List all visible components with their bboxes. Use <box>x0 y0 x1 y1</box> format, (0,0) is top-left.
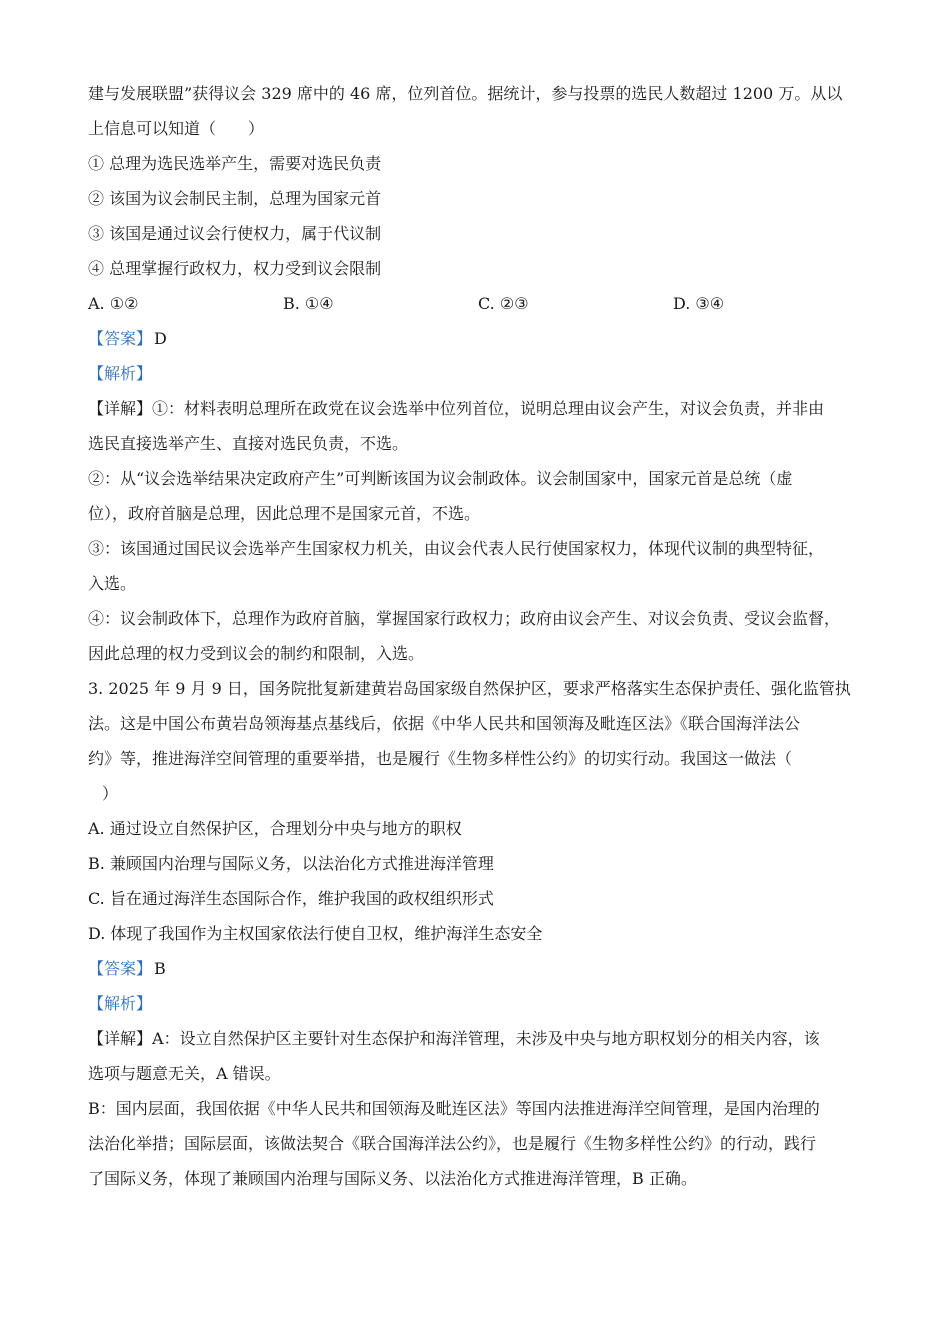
q2-analysis-label: 【解析】 <box>88 364 153 383</box>
q2-option-b: B. ①④ <box>283 294 334 313</box>
document-page <box>88 76 868 1196</box>
q2-item-4: ④ 总理掌握行政权力，权力受到议会限制 <box>88 259 382 278</box>
q3-analysis <box>88 986 868 1021</box>
q3-analysis-label: 【解析】 <box>88 994 153 1013</box>
q3-option-a: A. 通过设立自然保护区，合理划分中央与地方的职权 <box>88 819 462 838</box>
q3-detail-line-4: 法治化举措；国际层面，该做法契合《联合国海洋法公约》，也是履行《生物多样性公约》的行动，践行 <box>88 1134 817 1153</box>
q2-detail-line-4: 位），政府首脑是总理，因此总理不是国家元首，不选。 <box>88 504 481 523</box>
q2-answer-label: 【答案】 <box>88 329 153 348</box>
q3-stem-line-2: 法。这是中国公布黄岩岛领海基点基线后，依据《中华人民共和国领海及毗连区法》《联合国海洋法公 <box>88 714 801 733</box>
q3-option-c: C. 旨在通过海洋生态国际合作，维护我国的政权组织形式 <box>88 889 494 908</box>
q3-detail-text-1: A：设立自然保护区主要针对生态保护和海洋管理，未涉及中央与地方职权划分的相关内容，该 <box>152 1029 820 1048</box>
q3-detail-line-2: 选项与题意无关，A 错误。 <box>88 1064 281 1083</box>
q2-detail-line-2: 选民直接选举产生、直接对选民负责，不选。 <box>88 434 409 453</box>
q2-detail-line-3: ②：从“议会选举结果决定政府产生”可判断该国为议会制政体。议会制国家中，国家元首是总统（虚 <box>88 469 793 488</box>
q3-detail-label: 【详解】 <box>88 1029 153 1048</box>
q2-option-d: D. ③④ <box>673 294 725 313</box>
q2-item-2: ② 该国为议会制民主制，总理为国家元首 <box>88 189 382 208</box>
q3-detail-line-5: 了国际义务，体现了兼顾国内治理与国际义务、以法治化方式推进海洋管理，B 正确。 <box>88 1169 697 1188</box>
q2-option-a: A. ①② <box>88 294 139 313</box>
q3-stem-line-4: ） <box>102 784 119 803</box>
q2-detail-line-1 <box>88 391 868 426</box>
q2-stem-line-2: 上信息可以知道（ ） <box>88 119 265 138</box>
q2-detail-line-8: 因此总理的权力受到议会的制约和限制，入选。 <box>88 644 425 663</box>
q2-analysis <box>88 356 868 391</box>
q2-option-c: C. ②③ <box>478 294 529 313</box>
q3-option-b: B. 兼顾国内治理与国际义务，以法治化方式推进海洋管理 <box>88 854 494 873</box>
q3-stem-line-1: 3. 2025 年 9 月 9 日，国务院批复新建黄岩岛国家级自然保护区，要求严格落实生态保护责任、强化监管执 <box>88 679 851 698</box>
q3-option-d: D. 体现了我国作为主权国家依法行使自卫权，维护海洋生态安全 <box>88 924 543 943</box>
q2-detail-label: 【详解】 <box>88 399 153 418</box>
q2-answer <box>88 321 868 356</box>
q2-options <box>88 286 868 321</box>
q2-item-3: ③ 该国是通过议会行使权力，属于代议制 <box>88 224 382 243</box>
q2-stem-line-1: 建与发展联盟”获得议会 329 席中的 46 席，位列首位。据统计，参与投票的选民人数超过 1200 万。从以 <box>88 84 843 103</box>
q3-detail-line-3: B：国内层面，我国依据《中华人民共和国领海及毗连区法》等国内法推进海洋空间管理，是国内治理的 <box>88 1099 820 1118</box>
q3-answer-value: B <box>154 959 166 978</box>
q2-detail-line-5: ③：该国通过国民议会选举产生国家权力机关，由议会代表人民行使国家权力，体现代议制的典型特征， <box>88 539 825 558</box>
q3-answer-label: 【答案】 <box>88 959 153 978</box>
q3-answer <box>88 951 868 986</box>
q3-stem-line-3: 约》等，推进海洋空间管理的重要举措，也是履行《生物多样性公约》的切实行动。我国这一做法（ <box>88 749 793 768</box>
q2-detail-line-7: ④：议会制政体下，总理作为政府首脑，掌握国家行政权力；政府由议会产生、对议会负责、受议会监督， <box>88 609 841 628</box>
q2-detail-line-6: 入选。 <box>88 574 137 593</box>
q2-item-1: ① 总理为选民选举产生，需要对选民负责 <box>88 154 382 173</box>
q3-detail-line-1 <box>88 1021 868 1056</box>
q2-detail-text-1: ①：材料表明总理所在政党在议会选举中位列首位，说明总理由议会产生，对议会负责，并非由 <box>152 399 825 418</box>
q2-answer-value: D <box>154 329 167 348</box>
